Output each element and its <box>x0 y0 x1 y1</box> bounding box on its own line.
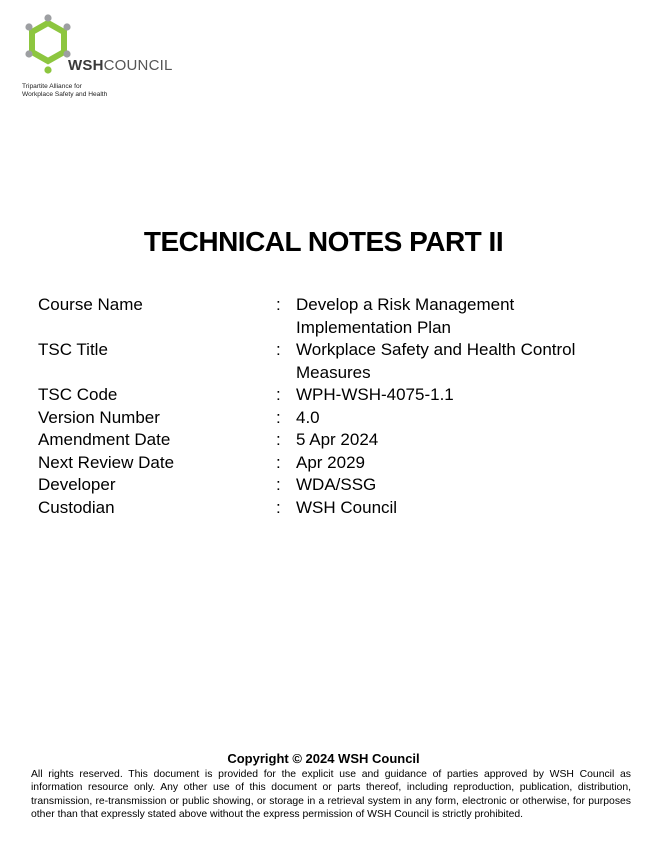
detail-row-tsc-code <box>38 384 618 407</box>
detail-row-version-number <box>38 407 618 430</box>
detail-row-custodian <box>38 497 618 520</box>
detail-separator: : <box>276 497 281 517</box>
detail-value: Develop a Risk Management Implementation Plan <box>296 295 515 337</box>
detail-value: WDA/SSG <box>296 475 377 494</box>
detail-value: Apr 2029 <box>296 452 365 472</box>
detail-separator: : <box>276 475 281 494</box>
detail-separator: : <box>276 385 281 404</box>
detail-value: WPH-WSH-4075-1.1 <box>296 385 454 404</box>
detail-separator: : <box>276 430 281 449</box>
detail-label: Version Number <box>38 407 160 427</box>
detail-label: Custodian <box>38 497 115 517</box>
detail-value: 5 Apr 2024 <box>296 430 379 449</box>
logo-tagline-line-2: Workplace Safety and Health <box>22 90 108 98</box>
rights-statement: All rights reserved. This document is provided for the explicit use and guidance of parties approved by WSH Council as information resource only. Any other use of this document or parts thereof, including reproduction, publication, distribution, transmission, re-transmission or public showing, or storage in a retrieval system in any form, electronic or otherwise, for purposes other than that expressly stated above without the express permission of WSH Council is strictly prohibited. <box>31 769 631 821</box>
detail-label: TSC Title <box>38 340 108 359</box>
detail-row-developer <box>38 474 618 497</box>
detail-separator: : <box>276 407 281 427</box>
detail-label: Amendment Date <box>38 430 171 449</box>
detail-value: Workplace Safety and Health Control Measures <box>296 340 576 382</box>
logo-tagline-line-1: Tripartite Alliance for <box>22 83 82 90</box>
document-title: TECHNICAL NOTES PART II <box>143 226 504 257</box>
detail-row-tsc-title <box>38 339 618 384</box>
detail-value: 4.0 <box>296 407 320 427</box>
copyright-notice: Copyright © 2024 WSH Council <box>227 751 420 766</box>
detail-separator: : <box>276 295 281 314</box>
detail-label: Course Name <box>38 295 143 314</box>
detail-value: WSH Council <box>296 497 398 517</box>
detail-row-next-review-date <box>38 452 618 475</box>
detail-label: Next Review Date <box>38 452 175 472</box>
detail-row-amendment-date <box>38 429 618 452</box>
document-details <box>38 294 618 519</box>
logo-tagline <box>22 83 107 98</box>
detail-separator: : <box>276 340 281 359</box>
detail-row-course-name <box>38 294 618 339</box>
detail-label: Developer <box>38 475 116 494</box>
detail-label: TSC Code <box>38 385 118 404</box>
wsh-council-logo <box>20 14 200 100</box>
detail-separator: : <box>276 452 281 472</box>
logo-wordmark: WSHCOUNCIL <box>68 57 173 74</box>
